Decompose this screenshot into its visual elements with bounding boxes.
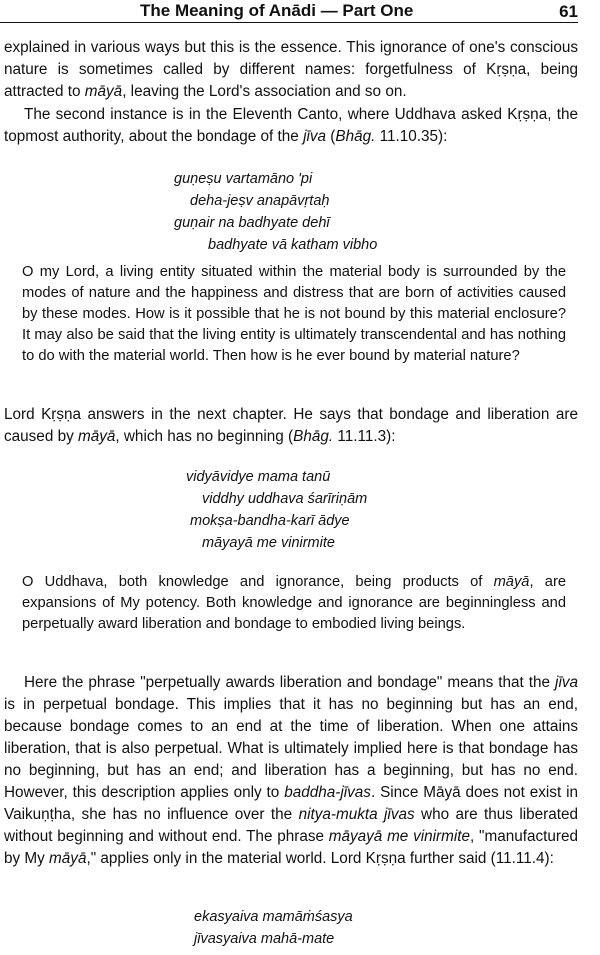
italic-term: jīva xyxy=(555,674,578,691)
italic-term: māyā xyxy=(77,428,116,445)
verse-line: jīvasyaiva mahā-mate xyxy=(194,931,335,947)
verse-line: deha-jeṣv anapāvṛtaḥ xyxy=(190,193,330,209)
text-run: Lord Kṛṣṇa answers in the next chapter. He says that bondage and liberation are caused by xyxy=(4,406,578,445)
italic-term: māyā xyxy=(49,850,87,867)
text-run: , "manufactured by My xyxy=(4,828,579,867)
text-run: , leaving the Lord's association and so on. xyxy=(122,83,407,100)
paragraph-4 xyxy=(4,672,578,870)
translation-1 xyxy=(22,262,566,367)
sanskrit-verse-3 xyxy=(0,906,600,950)
italic-term: nitya-mukta jīvas xyxy=(298,806,415,823)
paragraph-3 xyxy=(4,404,578,448)
header-rule xyxy=(0,22,578,23)
text-run: 11.10.35): xyxy=(375,128,448,145)
text-run: O Uddhava, both knowledge and ignorance, being products of xyxy=(22,574,494,590)
verse-line: ekasyaiva mamāṁśasya xyxy=(194,909,353,925)
verse-line: vidyāvidye mama tanū xyxy=(186,469,331,485)
text-run: The second instance is in the Eleventh Canto, where Uddhava asked Kṛṣṇa, the topmost authority, about the bondage of the xyxy=(4,106,578,145)
translation-text: O my Lord, a living entity situated within the material body is surrounded by the modes of nature and the happiness and distress that are born of activities caused by these modes. How is it possible that he is not bound by this material enclosure? It may also be said that the living entity is ultimately transcendental and has nothing to do with the material world. Then how is he ever bound by material nature? xyxy=(22,264,566,364)
text-run: , which has no beginning ( xyxy=(115,428,294,445)
verse-line: guṇair na badhyate dehī xyxy=(174,215,330,231)
italic-term: Bhāg. xyxy=(335,128,376,145)
text-run: Here the phrase "perpetually awards liberation and bondage" means that the xyxy=(24,674,556,691)
translation-2 xyxy=(22,572,566,635)
paragraph-1 xyxy=(4,37,578,103)
italic-term: māyayā me vinirmite xyxy=(328,828,471,845)
header-title: The Meaning of Anādi — Part One xyxy=(140,1,414,20)
page-number: 61 xyxy=(559,2,578,21)
verse-line: viddhy uddhava śarīriṇām xyxy=(202,491,368,507)
italic-term: māyā xyxy=(493,574,530,590)
italic-term: jīva xyxy=(303,128,327,145)
text-run: 11.11.3): xyxy=(333,428,396,445)
text-run: ," applies only in the material world. Lord Kṛṣṇa further said (11.11.4): xyxy=(86,850,554,867)
running-header xyxy=(0,0,600,22)
italic-term: māyā xyxy=(84,83,123,100)
text-run: , are expansions of My potency. Both knowledge and ignorance are beginningless and perpetually award liberation and bondage to embodied living beings. xyxy=(22,574,566,632)
verse-line: māyayā me vinirmite xyxy=(202,535,335,551)
text-run: is in perpetual bondage. This implies that it has no beginning but has an end, because bondage comes to an end at the time of liberation. When one attains liberation, that is also perpetual. What is ultimately implied here is that bondage has no beginning, but has an end; and liberation has a beginning, but has no end. However, this description applies only to xyxy=(4,696,578,801)
text-run: ( xyxy=(326,128,336,145)
verse-line: badhyate vā katham vibho xyxy=(208,237,378,253)
verse-line: guṇeṣu vartamāno 'pi xyxy=(174,171,313,187)
sanskrit-verse-2 xyxy=(0,466,600,554)
verse-line: mokṣa-bandha-karī ādye xyxy=(190,513,350,529)
text-run: . Since Māyā does not exist in Vaikuṇṭha, she has no influence over the xyxy=(4,784,578,823)
text-run: who are thus liberated without beginning and without end. The phrase xyxy=(4,806,579,845)
italic-term: baddha-jīvas xyxy=(284,784,371,801)
sanskrit-verse-1 xyxy=(0,168,600,256)
text-run: explained in various ways but this is the essence. This ignorance of one's conscious nature is sometimes called by different names: forgetfulness of Kṛṣṇa, being attracted to xyxy=(4,39,578,100)
paragraph-2 xyxy=(4,104,578,148)
italic-term: Bhāg. xyxy=(293,428,334,445)
